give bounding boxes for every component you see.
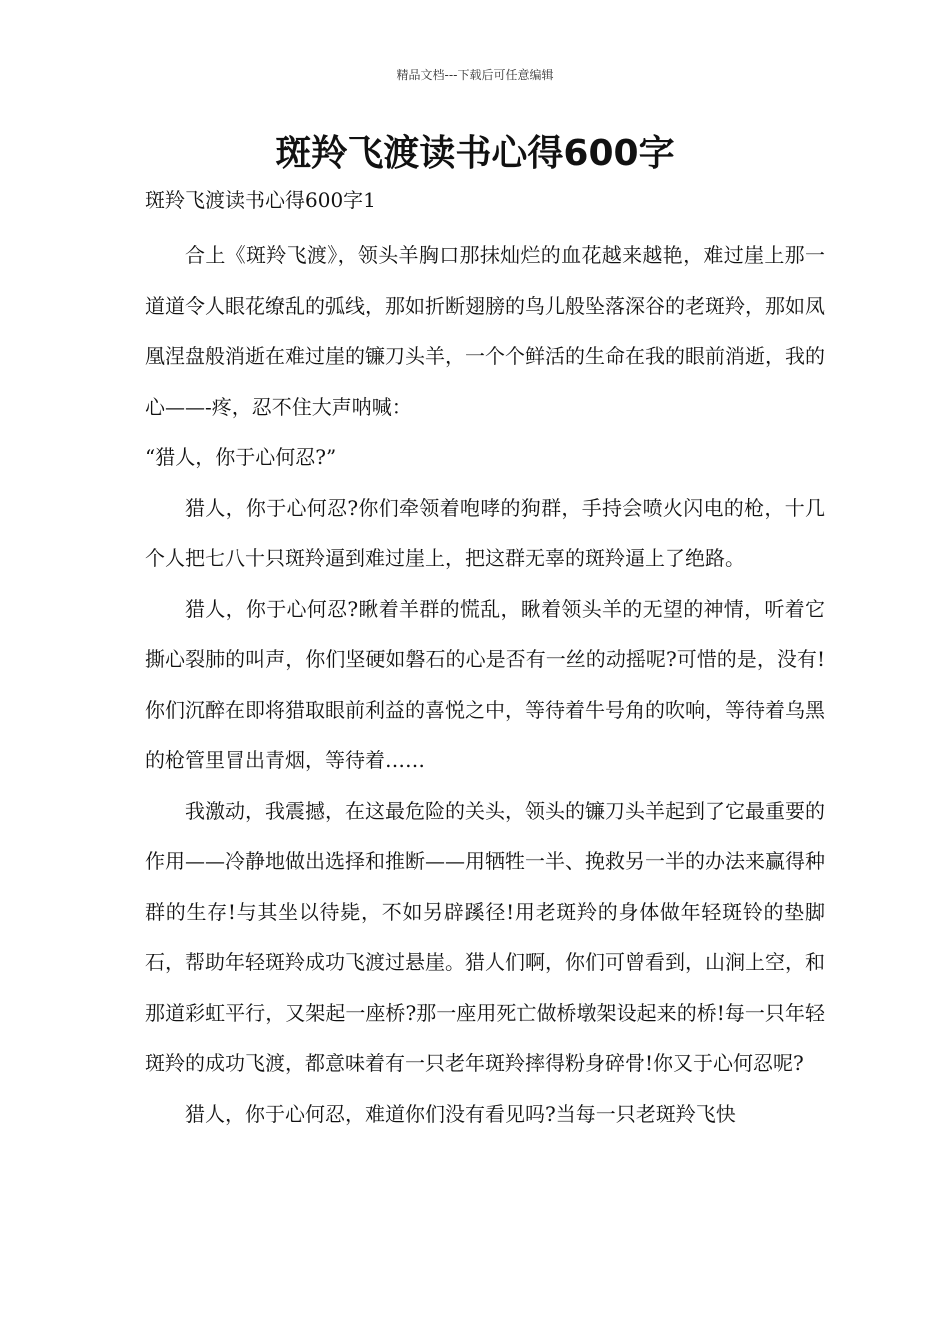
paragraph-quote: “猎人，你于心何忍?”	[145, 445, 337, 469]
paragraph: 合上《斑羚飞渡》，领头羊胸口那抹灿烂的血花越来越艳，难过崖上那一道道令人眼花缭乱的弧线，那如折断翅膀的鸟儿般坠落深谷的老斑羚，那如凤凰涅盘般消逝在难过崖的镰刀头羊，一个个鲜活的生命在我的眼前消逝，我的心——-疼，忍不住大声呐喊：	[145, 243, 825, 419]
section-subtitle: 斑羚飞渡读书心得600字1	[145, 188, 376, 212]
header-note: 精品文档---下载后可任意编辑	[396, 68, 554, 82]
page-title: 斑羚飞渡读书心得600字	[275, 133, 675, 174]
paragraph: 我激动，我震撼，在这最危险的关头，领头的镰刀头羊起到了它最重要的作用——冷静地做出选择和推断——用牺牲一半、挽救另一半的办法来赢得种群的生存!与其坐以待毙，不如另辟蹊径!用老斑羚的身体做年轻斑铃的垫脚石，帮助年轻斑羚成功飞渡过悬崖。猎人们啊，你们可曾看到，山涧上空，和那道彩虹平行，又架起一座桥?那一座用死亡做桥墩架设起来的桥!每一只年轻斑羚的成功飞渡，都意味着有一只老年斑羚摔得粉身碎骨!你又于心何忍呢?	[145, 798, 825, 1075]
body-text	[145, 230, 825, 1139]
paragraph: 猎人，你于心何忍?你们牵领着咆哮的狗群，手持会喷火闪电的枪，十几个人把七八十只斑羚逼到难过崖上，把这群无辜的斑羚逼上了绝路。	[145, 495, 825, 570]
paragraph: 猎人，你于心何忍?瞅着羊群的慌乱，瞅着领头羊的无望的神情，听着它撕心裂肺的叫声，你们坚硬如磐石的心是否有一丝的动摇呢?可惜的是，没有!你们沉醉在即将猎取眼前利益的喜悦之中，等待着牛号角的吹响，等待着乌黑的枪管里冒出青烟，等待着……	[145, 596, 825, 772]
paragraph: 猎人，你于心何忍，难道你们没有看见吗?当每一只老斑羚飞快	[185, 1101, 736, 1126]
